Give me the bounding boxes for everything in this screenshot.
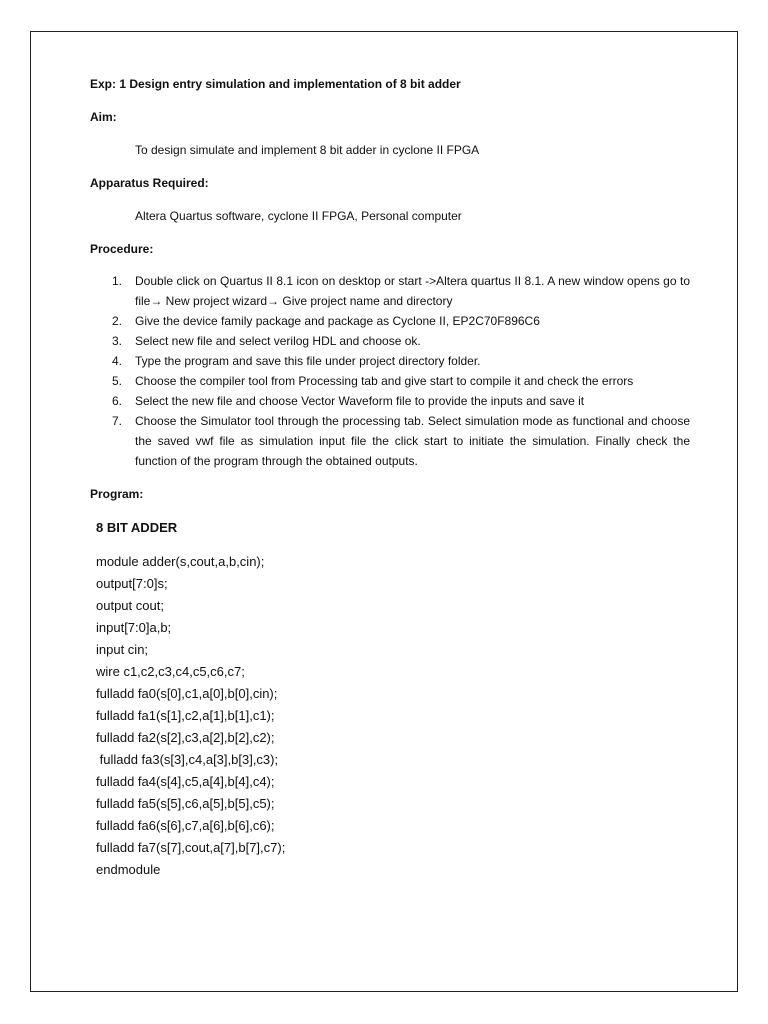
code-line: fulladd fa7(s[7],cout,a[7],b[7],c7); [96, 840, 286, 855]
code-line: input cin; [96, 642, 149, 657]
apparatus-text: Altera Quartus software, cyclone II FPGA, Personal computer [135, 209, 462, 223]
procedure-step [90, 351, 690, 371]
step-number: 2. [112, 314, 123, 328]
procedure-step [90, 271, 690, 311]
code-line: output[7:0]s; [96, 576, 168, 591]
step-number: 3. [112, 334, 123, 348]
procedure-step [90, 391, 690, 411]
procedure-heading: Procedure: [90, 242, 154, 256]
procedure-step [90, 411, 690, 471]
step-text: Double click on Quartus II 8.1 icon on desktop or start ->Altera quartus II 8.1. A new window opens go to file→ New project wizard→ Give project name and directory [135, 274, 690, 308]
code-title: 8 BIT ADDER [96, 520, 178, 535]
code-line: fulladd fa0(s[0],c1,a[0],b[0],cin); [96, 686, 278, 701]
step-number: 7. [112, 414, 123, 428]
code-line: module adder(s,cout,a,b,cin); [96, 554, 265, 569]
code-line: wire c1,c2,c3,c4,c5,c6,c7; [96, 664, 245, 679]
aim-heading: Aim: [90, 110, 117, 124]
code-line: input[7:0]a,b; [96, 620, 172, 635]
step-text: Select new file and select verilog HDL and choose ok. [135, 334, 421, 348]
procedure-step [90, 331, 690, 351]
step-text: Type the program and save this file under project directory folder. [135, 354, 481, 368]
step-text: Give the device family package and package as Cyclone II, EP2C70F896C6 [135, 314, 540, 328]
program-heading: Program: [90, 487, 144, 501]
step-text: Select the new file and choose Vector Waveform file to provide the inputs and save it [135, 394, 585, 408]
step-number: 4. [112, 354, 123, 368]
step-text: Choose the Simulator tool through the processing tab. Select simulation mode as functional and choose the saved vwf file as simulation input file the click start to initiate the simulation. Finally check the function of the program through the obtained outputs. [135, 414, 690, 468]
code-line: fulladd fa1(s[1],c2,a[1],b[1],c1); [96, 708, 275, 723]
code-line: endmodule [96, 862, 161, 877]
code-line: fulladd fa3(s[3],c4,a[3],b[3],c3); [96, 752, 279, 767]
procedure-list [90, 271, 690, 471]
step-number: 1. [112, 274, 123, 288]
document-title: Exp: 1 Design entry simulation and implementation of 8 bit adder [90, 77, 461, 91]
aim-text: To design simulate and implement 8 bit adder in cyclone II FPGA [135, 143, 480, 157]
step-text: Choose the compiler tool from Processing tab and give start to compile it and check the errors [135, 374, 634, 388]
step-number: 6. [112, 394, 123, 408]
code-line: fulladd fa6(s[6],c7,a[6],b[6],c6); [96, 818, 275, 833]
code-line: fulladd fa5(s[5],c6,a[5],b[5],c5); [96, 796, 275, 811]
code-line: output cout; [96, 598, 164, 613]
code-line: fulladd fa4(s[4],c5,a[4],b[4],c4); [96, 774, 275, 789]
apparatus-heading: Apparatus Required: [90, 176, 209, 190]
step-number: 5. [112, 374, 123, 388]
code-block [96, 551, 285, 881]
code-line: fulladd fa2(s[2],c3,a[2],b[2],c2); [96, 730, 275, 745]
procedure-step [90, 311, 690, 331]
procedure-step [90, 371, 690, 391]
